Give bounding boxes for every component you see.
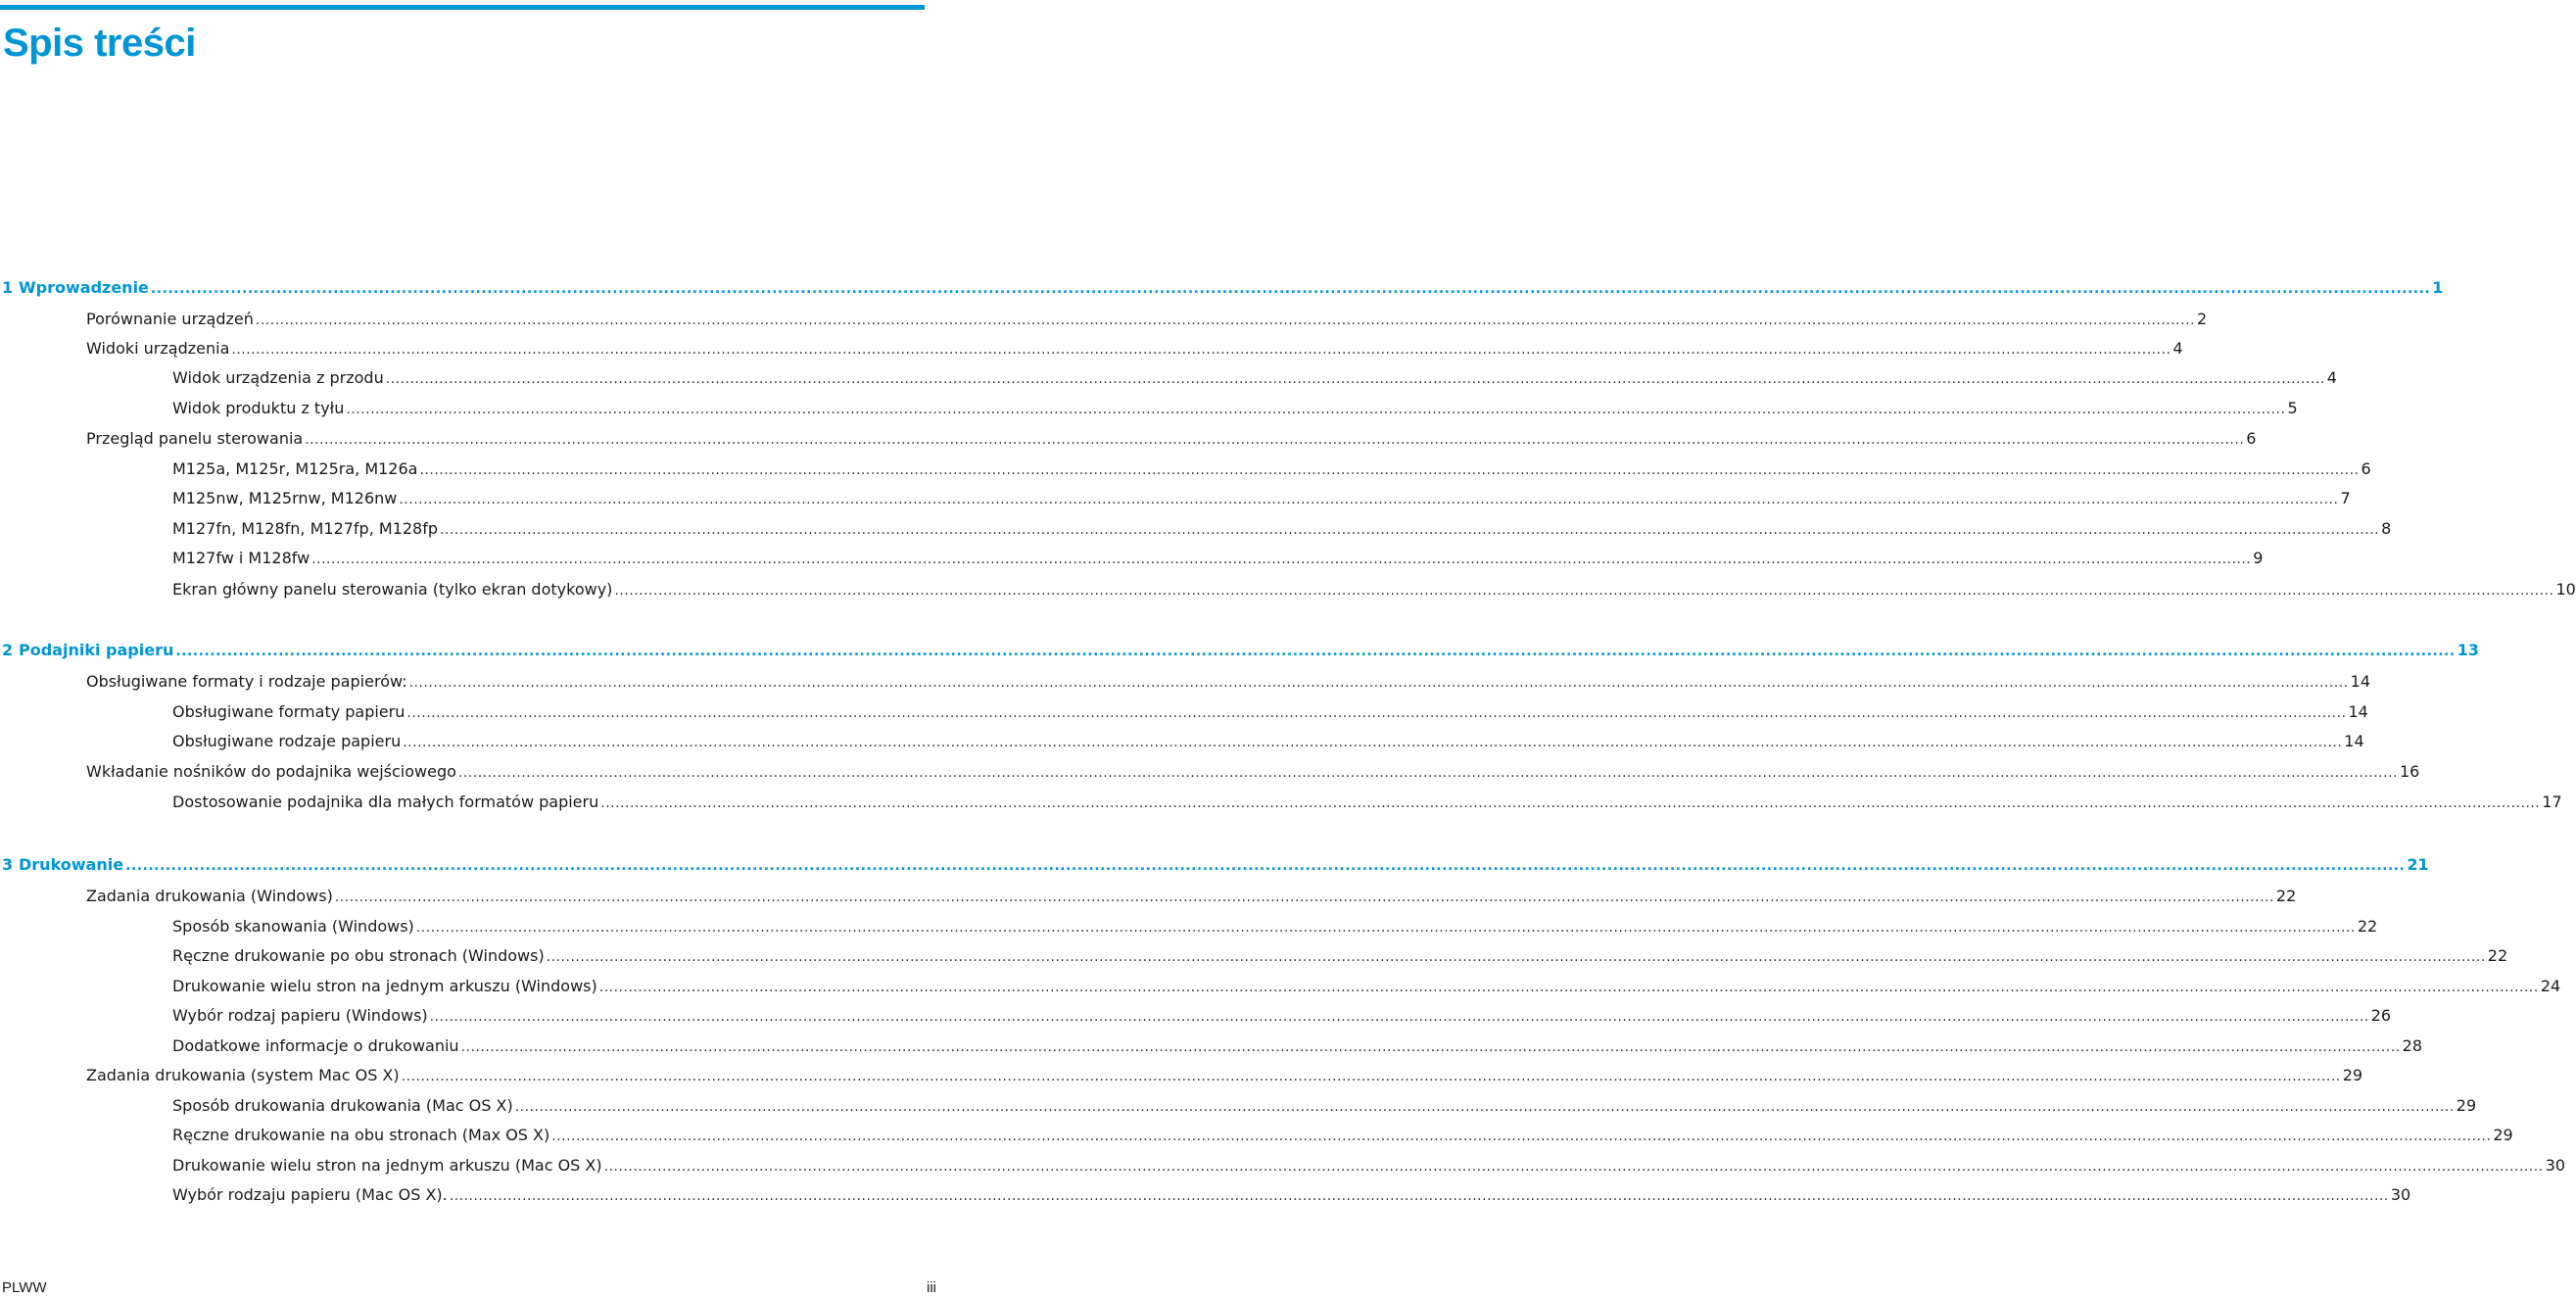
dot-leader: ................................................................................................................................................................................................................................................................................................................................................................................................................ (457, 765, 2398, 781)
toc-page-number: 16 (2399, 762, 2420, 781)
toc-chapter-entry[interactable] (2, 639, 2479, 662)
toc-page-number: 17 (2542, 793, 2562, 811)
toc-chapter-number: 3 (2, 855, 14, 874)
toc-page-number: 29 (2493, 1126, 2513, 1144)
toc-page-number: 14 (2348, 702, 2368, 721)
dot-leader: ................................................................................................................................................................................................................................................................................................................................................................................................................ (419, 462, 2360, 478)
toc-entry[interactable] (172, 1034, 2422, 1058)
toc-page-number: 28 (2402, 1036, 2422, 1055)
dot-leader: ................................................................................................................................................................................................................................................................................................................................................................................................................ (305, 432, 2245, 448)
dot-leader: ................................................................................................................................................................................................................................................................................................................................................................................................................ (514, 1099, 2455, 1115)
dot-leader: ................................................................................................................................................................................................................................................................................................................................................................................................................ (603, 1159, 2544, 1175)
toc-entry[interactable] (86, 427, 2257, 451)
toc-entry[interactable] (172, 944, 2508, 968)
toc-entry-title: Widok produktu z tyłu (172, 399, 345, 417)
toc-chapter-entry[interactable] (2, 276, 2444, 300)
dot-leader: ................................................................................................................................................................................................................................................................................................................................................................................................................ (415, 920, 2356, 936)
dot-leader: ................................................................................................................................................................................................................................................................................................................................................................................................................ (460, 1039, 2401, 1055)
toc-entry-title: M127fn, M128fn, M127fp, M128fp (172, 519, 439, 538)
dot-leader: ................................................................................................................................................................................................................................................................................................................................................................................................................ (231, 342, 2171, 358)
toc-entry-title: Zadania drukowania (Windows) (86, 887, 333, 905)
toc-entry-title: Drukowanie wielu stron na jednym arkuszu (Windows) (172, 977, 597, 995)
toc-chapter-entry[interactable] (2, 853, 2429, 877)
toc-entry-title: Wybór rodzaj papieru (Windows) (172, 1006, 428, 1025)
toc-entry[interactable] (86, 670, 2371, 694)
dot-leader: ................................................................................................................................................................................................................................................................................................................................................................................................................ (401, 1069, 2341, 1084)
toc-page-number: 8 (2381, 519, 2392, 538)
toc-entry[interactable] (172, 487, 2351, 510)
dot-leader: ................................................................................................................................................................................................................................................................................................................................................................................................................ (346, 402, 2286, 417)
toc-page-number: 22 (2275, 887, 2297, 905)
toc-entry-title: Wybór rodzaju papieru (Mac OS X). (172, 1185, 448, 1204)
dot-leader: ................................................................................................................................................................................................................................................................................................................................................................................................................ (429, 1009, 2369, 1025)
toc-entry[interactable] (172, 730, 2364, 753)
toc-chapter-heading (2, 639, 175, 662)
toc-entry-title: Sposób drukowania drukowania (Mac OS X) (172, 1096, 513, 1115)
toc-entry[interactable] (172, 1124, 2513, 1147)
toc-entry-title: Obsługiwane formaty i rodzaje papierów: (86, 672, 407, 691)
toc-page-number: 29 (2342, 1066, 2363, 1084)
toc-entry[interactable] (86, 1064, 2363, 1087)
toc-entry[interactable] (172, 457, 2371, 481)
toc-entry-title: Podajniki papieru (19, 641, 174, 659)
toc-entry-title: Dodatkowe informacje o drukowaniu (172, 1036, 459, 1055)
toc-entry-title: Drukowanie (19, 855, 124, 874)
toc-entry-title: Zadania drukowania (system Mac OS X) (86, 1066, 400, 1084)
toc-page-number: 29 (2456, 1096, 2477, 1115)
toc-entry-title: M125a, M125r, M125ra, M126a (172, 459, 418, 478)
dot-leader: ................................................................................................................................................................................................................................................................................................................................................................................................................ (175, 644, 2456, 659)
dot-leader: ................................................................................................................................................................................................................................................................................................................................................................................................................ (408, 675, 2349, 691)
toc-page-number: 21 (2407, 855, 2429, 874)
dot-leader: ................................................................................................................................................................................................................................................................................................................................................................................................................ (311, 552, 2252, 567)
dot-leader: ................................................................................................................................................................................................................................................................................................................................................................................................................ (334, 889, 2274, 905)
toc-page-number: 6 (2361, 459, 2371, 478)
toc-entry[interactable] (172, 915, 2378, 938)
toc-page-number: 4 (2326, 368, 2337, 387)
toc-entry[interactable] (172, 1183, 2411, 1207)
toc-page-number: 6 (2246, 429, 2257, 448)
toc-entry[interactable] (172, 1094, 2477, 1118)
toc-entry-title: Porównanie urządzeń (86, 310, 254, 328)
toc-page-number: 22 (2487, 946, 2508, 965)
toc-page-number: 24 (2540, 977, 2561, 995)
toc-chapter-heading (2, 853, 125, 877)
header-rule (0, 5, 925, 10)
toc-page-number: 1 (2432, 278, 2444, 297)
dot-leader: ................................................................................................................................................................................................................................................................................................................................................................................................................ (449, 1188, 2389, 1204)
toc-entry-title: Przegląd panelu sterowania (86, 429, 304, 448)
toc-entry-title: Ręczne drukowanie na obu stronach (Max OS X) (172, 1126, 550, 1144)
toc-entry[interactable] (172, 700, 2368, 724)
toc-page-number: 30 (2545, 1156, 2566, 1175)
dot-leader: ................................................................................................................................................................................................................................................................................................................................................................................................................ (150, 281, 2431, 297)
toc-entry-title: Obsługiwane rodzaje papieru (172, 732, 402, 750)
toc-page-number: 26 (2370, 1006, 2392, 1025)
toc-entry-title: M125nw, M125rnw, M126nw (172, 489, 398, 507)
dot-leader: ................................................................................................................................................................................................................................................................................................................................................................................................................ (440, 522, 2380, 538)
toc-chapter-number: 2 (2, 641, 14, 659)
toc-page-number: 5 (2287, 399, 2298, 417)
toc-entry-title: Sposób skanowania (Windows) (172, 917, 414, 936)
toc-entry-title: Dostosowanie podajnika dla małych formatów papieru (172, 793, 599, 811)
toc-page-number: 2 (2196, 310, 2208, 328)
toc-entry[interactable] (86, 885, 2297, 908)
toc-entry[interactable] (172, 975, 2561, 998)
toc-page-number: 14 (2344, 732, 2364, 750)
dot-leader: ................................................................................................................................................................................................................................................................................................................................................................................................................ (551, 1129, 2492, 1144)
toc-chapter-heading (2, 276, 151, 300)
toc-entry[interactable] (172, 578, 2576, 601)
toc-entry-title: Ekran główny panelu sterowania (tylko ekran dotykowy) (172, 580, 613, 599)
dot-leader: ................................................................................................................................................................................................................................................................................................................................................................................................................ (614, 583, 2554, 599)
toc-entry[interactable] (172, 366, 2337, 390)
dot-leader: ................................................................................................................................................................................................................................................................................................................................................................................................................ (125, 858, 2406, 874)
toc-entry[interactable] (86, 308, 2208, 331)
dot-leader: ................................................................................................................................................................................................................................................................................................................................................................................................................ (399, 492, 2339, 507)
toc-page-number: 14 (2350, 672, 2371, 691)
toc-page-number: 10 (2555, 580, 2576, 599)
footer-page-number: iii (927, 1279, 936, 1296)
toc-entry-title: M127fw i M128fw (172, 549, 310, 567)
toc-entry-title: Obsługiwane formaty papieru (172, 702, 405, 721)
toc-entry-title: Drukowanie wielu stron na jednym arkuszu (Mac OS X) (172, 1156, 602, 1175)
dot-leader: ................................................................................................................................................................................................................................................................................................................................................................................................................ (255, 312, 2195, 328)
toc-entry[interactable] (86, 760, 2420, 784)
dot-leader: ................................................................................................................................................................................................................................................................................................................................................................................................................ (598, 980, 2539, 995)
toc-page-number: 30 (2390, 1185, 2411, 1204)
toc-entry-title: Widok urządzenia z przodu (172, 368, 384, 387)
dot-leader: ................................................................................................................................................................................................................................................................................................................................................................................................................ (385, 371, 2325, 387)
toc-entry[interactable] (172, 517, 2392, 541)
toc-entry-title: Wprowadzenie (19, 278, 149, 297)
footer-doc-code: PLWW (2, 1279, 47, 1296)
toc-page-number: 13 (2457, 641, 2479, 659)
dot-leader: ................................................................................................................................................................................................................................................................................................................................................................................................................ (406, 705, 2347, 721)
toc-entry[interactable] (172, 397, 2298, 420)
toc-entry-title: Ręczne drukowanie po obu stronach (Windows) (172, 946, 545, 965)
toc-page-number: 22 (2357, 917, 2378, 936)
dot-leader: ................................................................................................................................................................................................................................................................................................................................................................................................................ (546, 949, 2486, 965)
toc-entry[interactable] (172, 1154, 2566, 1178)
page-title: Spis treści (3, 22, 196, 65)
dot-leader: ................................................................................................................................................................................................................................................................................................................................................................................................................ (403, 735, 2343, 750)
toc-page-number: 7 (2340, 489, 2351, 507)
toc-page-number: 9 (2253, 549, 2264, 567)
dot-leader: ................................................................................................................................................................................................................................................................................................................................................................................................................ (600, 795, 2541, 811)
toc-entry-title: Wkładanie nośników do podajnika wejściowego (86, 762, 456, 781)
toc-entry[interactable] (172, 1004, 2392, 1028)
toc-entry[interactable] (172, 547, 2264, 570)
toc-entry-title: Widoki urządzenia (86, 339, 230, 358)
toc-entry[interactable] (86, 337, 2183, 361)
toc-page-number: 4 (2172, 339, 2183, 358)
toc-entry[interactable] (172, 791, 2562, 814)
toc-chapter-number: 1 (2, 278, 14, 297)
